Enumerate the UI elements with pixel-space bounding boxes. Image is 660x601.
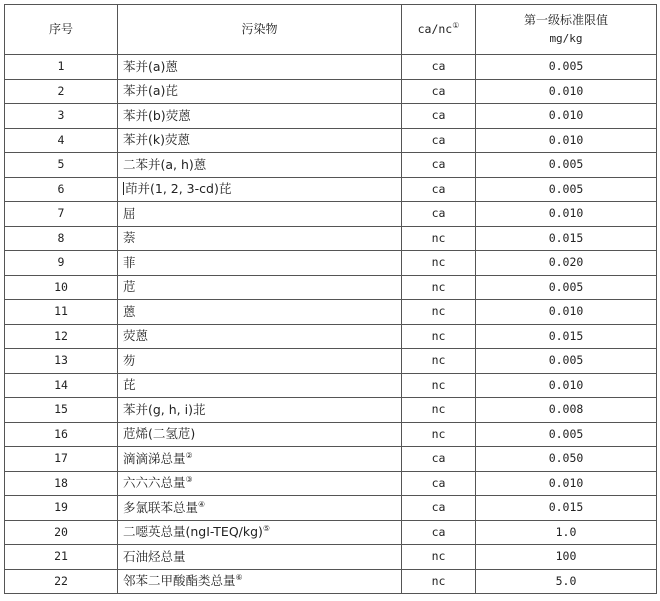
row-type: nc: [402, 226, 476, 251]
row-type: nc: [402, 251, 476, 276]
row-pollutant: [118, 251, 402, 276]
row-limit: 1.0: [476, 520, 657, 545]
table-row: [5, 226, 657, 251]
row-type: nc: [402, 275, 476, 300]
row-pollutant: [118, 324, 402, 349]
row-pollutant: [118, 447, 402, 472]
pollutant-name: 多氯联苯总量: [123, 499, 199, 515]
header-limit-unit: mg/kg: [549, 32, 583, 46]
row-limit: 0.015: [476, 226, 657, 251]
table-row: [5, 422, 657, 447]
pollutant-footnote: ②: [185, 450, 193, 460]
row-pollutant: [118, 128, 402, 153]
text-cursor: [123, 182, 124, 195]
table-row: [5, 447, 657, 472]
row-type: ca: [402, 55, 476, 80]
header-limit: [476, 5, 657, 55]
row-index: 16: [5, 422, 118, 447]
pollutant-footnote: ④: [198, 499, 206, 509]
row-type: nc: [402, 422, 476, 447]
row-index: 11: [5, 300, 118, 325]
row-type: ca: [402, 153, 476, 178]
row-limit: 0.010: [476, 79, 657, 104]
header-pollutant: 污染物: [118, 5, 402, 55]
row-limit: 0.005: [476, 422, 657, 447]
row-index: 4: [5, 128, 118, 153]
row-limit: 0.005: [476, 177, 657, 202]
pollutant-footnote: ⑤: [262, 523, 271, 533]
row-type: nc: [402, 545, 476, 570]
row-pollutant: [118, 373, 402, 398]
row-index: 1: [5, 55, 118, 80]
row-index: 20: [5, 520, 118, 545]
row-pollutant: [118, 226, 402, 251]
row-pollutant: [118, 496, 402, 521]
row-type: nc: [402, 569, 476, 594]
row-pollutant: [118, 422, 402, 447]
row-index: 6: [5, 177, 118, 202]
table-row: [5, 104, 657, 129]
row-pollutant: [118, 79, 402, 104]
pollutant-name: 苯并(g, h, i)苝: [123, 401, 206, 417]
pollutant-name: 苯并(b)荧蒽: [123, 107, 191, 123]
row-pollutant: [118, 153, 402, 178]
row-limit: 0.010: [476, 128, 657, 153]
pollutant-limits-table-container: [4, 4, 657, 594]
pollutant-name: 邻苯二甲酸酯类总量: [123, 573, 236, 589]
row-index: 19: [5, 496, 118, 521]
row-limit: 0.010: [476, 104, 657, 129]
row-pollutant: [118, 300, 402, 325]
row-limit: 0.015: [476, 496, 657, 521]
table-row: [5, 153, 657, 178]
row-index: 22: [5, 569, 118, 594]
pollutant-name: 荧蒽: [123, 328, 149, 344]
row-limit: 0.010: [476, 300, 657, 325]
table-row: [5, 300, 657, 325]
row-type: ca: [402, 447, 476, 472]
row-index: 10: [5, 275, 118, 300]
pollutant-name: 芴: [123, 352, 136, 368]
row-type: ca: [402, 79, 476, 104]
header-type-note: ①: [452, 20, 460, 30]
row-limit: 0.005: [476, 153, 657, 178]
table-row: [5, 496, 657, 521]
pollutant-name: 苯并(a)蒽: [123, 58, 178, 74]
row-index: 2: [5, 79, 118, 104]
row-limit: 0.010: [476, 373, 657, 398]
row-index: 21: [5, 545, 118, 570]
row-type: ca: [402, 177, 476, 202]
row-index: 18: [5, 471, 118, 496]
row-pollutant: [118, 520, 402, 545]
header-type-label: ca/nc: [417, 21, 453, 36]
table-row: [5, 349, 657, 374]
row-type: ca: [402, 104, 476, 129]
row-type: nc: [402, 300, 476, 325]
row-index: 7: [5, 202, 118, 227]
pollutant-name: 萘: [123, 230, 136, 246]
row-index: 8: [5, 226, 118, 251]
table-row: [5, 373, 657, 398]
row-index: 3: [5, 104, 118, 129]
pollutant-name: 茚并(1, 2, 3-cd)芘: [125, 181, 232, 197]
pollutant-name: 二苯并(a, h)蒽: [123, 156, 207, 172]
row-index: 9: [5, 251, 118, 276]
pollutant-name: 屈: [123, 205, 136, 221]
row-limit: 5.0: [476, 569, 657, 594]
row-limit: 0.008: [476, 398, 657, 423]
row-index: 14: [5, 373, 118, 398]
row-type: nc: [402, 324, 476, 349]
table-row: [5, 79, 657, 104]
table-row: [5, 55, 657, 80]
table-row: [5, 202, 657, 227]
row-limit: 0.020: [476, 251, 657, 276]
table-row: [5, 545, 657, 570]
pollutant-name: 二噁英总量(ngI-TEQ/kg): [123, 524, 263, 540]
row-type: nc: [402, 373, 476, 398]
table-row: [5, 569, 657, 594]
row-limit: 100: [476, 545, 657, 570]
row-pollutant: [118, 275, 402, 300]
header-type: [402, 5, 476, 55]
table-row: [5, 128, 657, 153]
row-pollutant: [118, 471, 402, 496]
pollutant-name: 蒽: [123, 303, 136, 319]
row-limit: 0.005: [476, 275, 657, 300]
pollutant-name: 六六六总量: [123, 475, 186, 491]
table-row: [5, 520, 657, 545]
pollutant-name: 菲: [123, 254, 136, 270]
table-row: [5, 275, 657, 300]
row-type: ca: [402, 520, 476, 545]
pollutant-name: 苊烯(二氢苊): [123, 426, 196, 442]
table-header-row: [5, 5, 657, 55]
pollutant-name: 苯并(k)荧蒽: [123, 132, 190, 148]
header-limit-label: 第一级标准限值: [523, 12, 608, 27]
row-limit: 0.005: [476, 55, 657, 80]
row-type: nc: [402, 398, 476, 423]
pollutant-name: 苯并(a)芘: [123, 83, 178, 99]
row-index: 13: [5, 349, 118, 374]
row-type: ca: [402, 202, 476, 227]
row-limit: 0.010: [476, 202, 657, 227]
pollutant-name: 苊: [123, 279, 136, 295]
row-pollutant: [118, 104, 402, 129]
row-pollutant: [118, 398, 402, 423]
table-row: [5, 324, 657, 349]
pollutant-footnote: ⑥: [235, 572, 243, 582]
pollutant-name: 芘: [123, 377, 136, 393]
row-pollutant: [118, 349, 402, 374]
row-limit: 0.005: [476, 349, 657, 374]
row-pollutant: [118, 202, 402, 227]
header-index: 序号: [5, 5, 118, 55]
row-pollutant: [118, 177, 402, 202]
pollutant-name: 石油烃总量: [123, 548, 186, 564]
table-row: [5, 398, 657, 423]
row-type: ca: [402, 471, 476, 496]
row-type: nc: [402, 349, 476, 374]
row-limit: 0.010: [476, 471, 657, 496]
pollutant-footnote: ③: [185, 474, 193, 484]
table-row: [5, 177, 657, 202]
row-pollutant: [118, 545, 402, 570]
table-row: [5, 251, 657, 276]
row-limit: 0.050: [476, 447, 657, 472]
row-pollutant: [118, 569, 402, 594]
row-index: 17: [5, 447, 118, 472]
row-type: ca: [402, 496, 476, 521]
row-type: ca: [402, 128, 476, 153]
row-index: 12: [5, 324, 118, 349]
row-index: 5: [5, 153, 118, 178]
pollutant-limits-table: [4, 4, 657, 594]
table-row: [5, 471, 657, 496]
pollutant-name: 滴滴涕总量: [123, 450, 186, 466]
row-index: 15: [5, 398, 118, 423]
row-pollutant: [118, 55, 402, 80]
row-limit: 0.015: [476, 324, 657, 349]
